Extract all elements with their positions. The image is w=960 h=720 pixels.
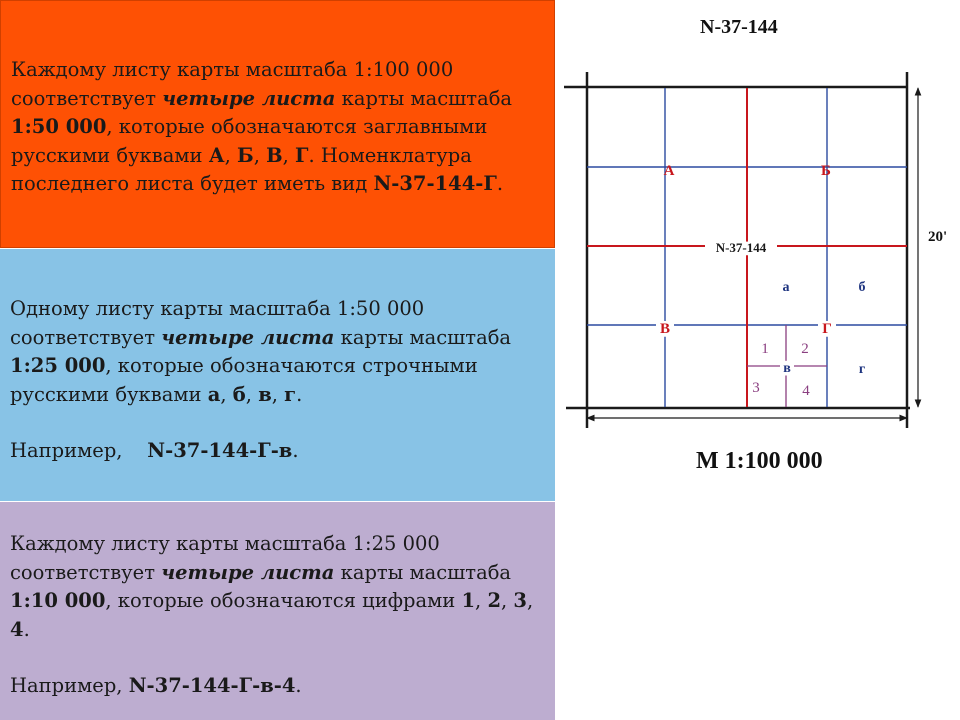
center-sheet-label: N-37-144 [715, 240, 767, 255]
text: Каждому листу карты масштаба 1:100 000 соответствует [11, 58, 454, 110]
emphasis-text: четыре листа [162, 86, 336, 110]
scale-value: 1:10 000 [10, 589, 106, 612]
text: , которые обозначаются строчными русскими буквами [10, 354, 478, 406]
label-10k-3: 3 [752, 380, 760, 396]
text: , которые обозначаются цифрами [105, 589, 462, 612]
text: . [296, 382, 303, 406]
letter: в [258, 382, 272, 406]
separator: , [220, 382, 233, 406]
label-10k-1: 1 [761, 341, 769, 357]
text: . [295, 674, 302, 697]
scale-caption: М 1:100 000 [696, 448, 823, 474]
text: Одному листу карты масштаба 1:50 000 соответствует [10, 297, 425, 349]
separator: , [282, 143, 295, 167]
label-50k-v: В [659, 321, 671, 337]
label-25k-g: г [858, 362, 866, 377]
separator: , [475, 589, 488, 612]
letter: а [207, 382, 221, 406]
digit: 3 [513, 589, 527, 612]
label-25k-a: а [782, 280, 790, 295]
label-25k-v: в [783, 361, 791, 376]
digit: 1 [461, 589, 476, 612]
text: . [292, 439, 299, 462]
text: карты масштаба [334, 325, 512, 349]
separator: , [245, 382, 259, 406]
example-label: Например, [10, 439, 148, 462]
letter: А [208, 143, 225, 167]
example-label: Например, [10, 674, 129, 697]
scale-value: 1:25 000 [10, 354, 106, 377]
letter: В [266, 143, 283, 167]
label-10k-4: 4 [802, 383, 810, 399]
label-10k-2: 2 [801, 341, 809, 357]
separator: , [501, 589, 514, 612]
separator: , [224, 143, 238, 167]
letter: б [232, 382, 246, 406]
text: , которые обозначаются заглавными русскими буквами [11, 115, 488, 167]
text: Каждому листу карты масштаба 1:25 000 соответствует [10, 532, 440, 584]
digit: 2 [487, 589, 502, 612]
letter: Б [237, 143, 254, 167]
letter: г [284, 382, 297, 406]
digit: 4 [10, 617, 24, 641]
side-dimension-label: 20' [928, 229, 948, 245]
separator: , [253, 143, 267, 167]
emphasis-text: четыре листа [161, 325, 335, 349]
nomenclature-code: N-37-144-Г-в [147, 439, 293, 462]
emphasis-text: четыре листа [161, 560, 335, 584]
text: карты масштаба [335, 86, 513, 110]
nomenclature-code: N-37-144-Г [373, 172, 497, 195]
text: карты масштаба [334, 560, 524, 584]
nomenclature-code: N-37-144-Г-в-4 [128, 674, 296, 697]
text: . Номенклатура последнего листа будет иметь вид [11, 143, 472, 195]
label-50k-g: Г [822, 321, 832, 337]
text: . [496, 172, 504, 195]
letter: Г [294, 143, 309, 167]
separator: , [271, 382, 285, 406]
sheet-title: N-37-144 [700, 16, 778, 38]
label-50k-a: А [663, 163, 675, 179]
text: . [23, 617, 30, 641]
label-50k-b: Б [821, 163, 831, 179]
label-25k-b: б [858, 280, 866, 295]
scale-value: 1:50 000 [11, 115, 107, 138]
separator: , [527, 589, 534, 612]
